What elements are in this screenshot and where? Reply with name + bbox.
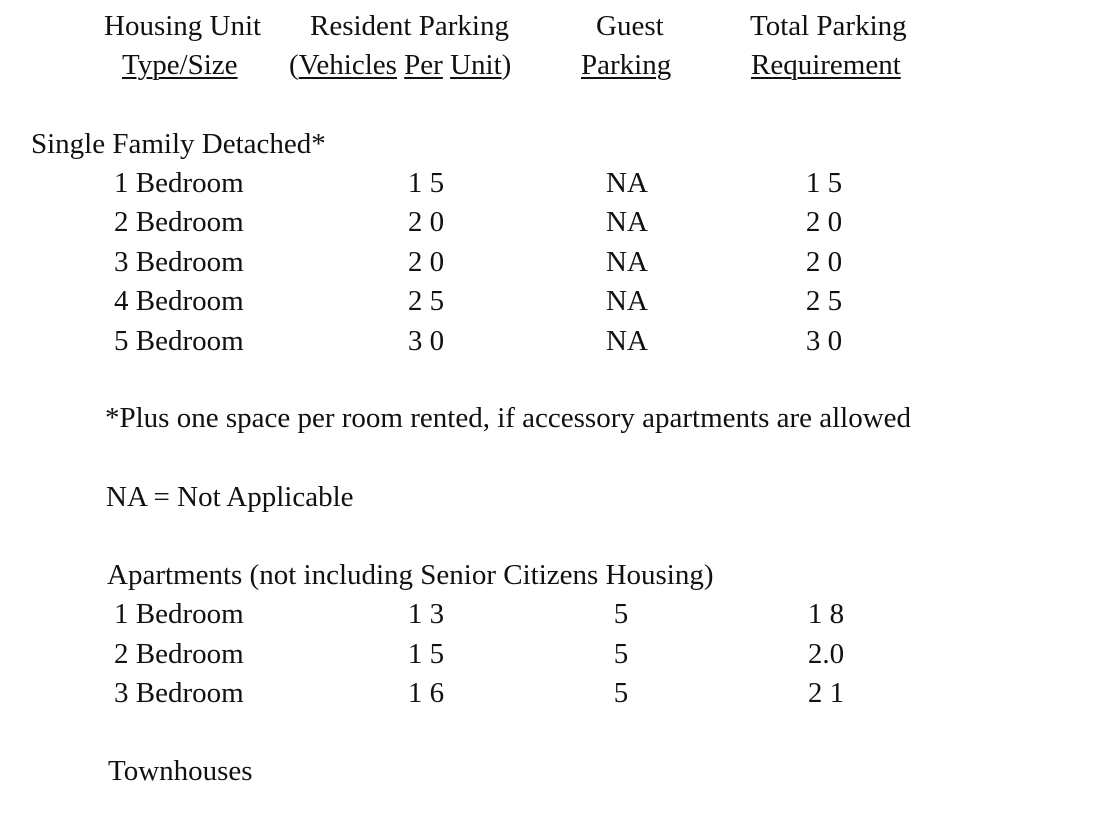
row-total: 2 0 — [805, 206, 843, 238]
row-total: 2 5 — [805, 285, 843, 317]
row-guest: NA — [606, 285, 648, 317]
row-resident: 3 0 — [407, 325, 445, 357]
row-resident: 1 5 — [407, 638, 445, 670]
row-type: 3 Bedroom — [114, 246, 244, 278]
row-type: 5 Bedroom — [114, 325, 244, 357]
header-resident-parking: Resident Parking — [310, 10, 509, 42]
row-resident: 1 5 — [407, 167, 445, 199]
row-type: 2 Bedroom — [114, 638, 244, 670]
row-resident: 1 3 — [407, 598, 445, 630]
row-guest: 5 — [613, 598, 629, 630]
row-guest: NA — [606, 206, 648, 238]
section-heading-single-family: Single Family Detached* — [31, 128, 326, 160]
header-vehicles-per-unit: (Vehicles Per Unit) — [289, 49, 512, 81]
row-total: 2.0 — [807, 638, 845, 670]
row-guest: 5 — [613, 638, 629, 670]
row-type: 2 Bedroom — [114, 206, 244, 238]
header-guest: Guest — [596, 10, 664, 42]
row-resident: 1 6 — [407, 677, 445, 709]
row-resident: 2 5 — [407, 285, 445, 317]
row-resident: 2 0 — [407, 246, 445, 278]
section-heading-townhouses: Townhouses — [108, 755, 253, 787]
row-type: 1 Bedroom — [114, 167, 244, 199]
row-total: 2 0 — [805, 246, 843, 278]
row-guest: NA — [606, 246, 648, 278]
row-type: 4 Bedroom — [114, 285, 244, 317]
header-total-parking: Total Parking — [750, 10, 907, 42]
row-guest: NA — [606, 167, 648, 199]
header-type-size: Type/Size — [122, 49, 238, 81]
row-total: 1 5 — [805, 167, 843, 199]
section-heading-apartments: Apartments (not including Senior Citizens Housing) — [107, 559, 714, 591]
header-housing-unit: Housing Unit — [104, 10, 262, 42]
row-resident: 2 0 — [407, 206, 445, 238]
footnote-na-definition: NA = Not Applicable — [106, 481, 354, 513]
row-total: 1 8 — [807, 598, 845, 630]
row-total: 2 1 — [807, 677, 845, 709]
row-type: 1 Bedroom — [114, 598, 244, 630]
row-type: 3 Bedroom — [114, 677, 244, 709]
row-guest: 5 — [613, 677, 629, 709]
header-requirement: Requirement — [751, 49, 901, 81]
row-total: 3 0 — [805, 325, 843, 357]
header-parking: Parking — [581, 49, 672, 81]
footnote-plus-one-space: *Plus one space per room rented, if accessory apartments are allowed — [105, 402, 912, 434]
row-guest: NA — [606, 325, 648, 357]
